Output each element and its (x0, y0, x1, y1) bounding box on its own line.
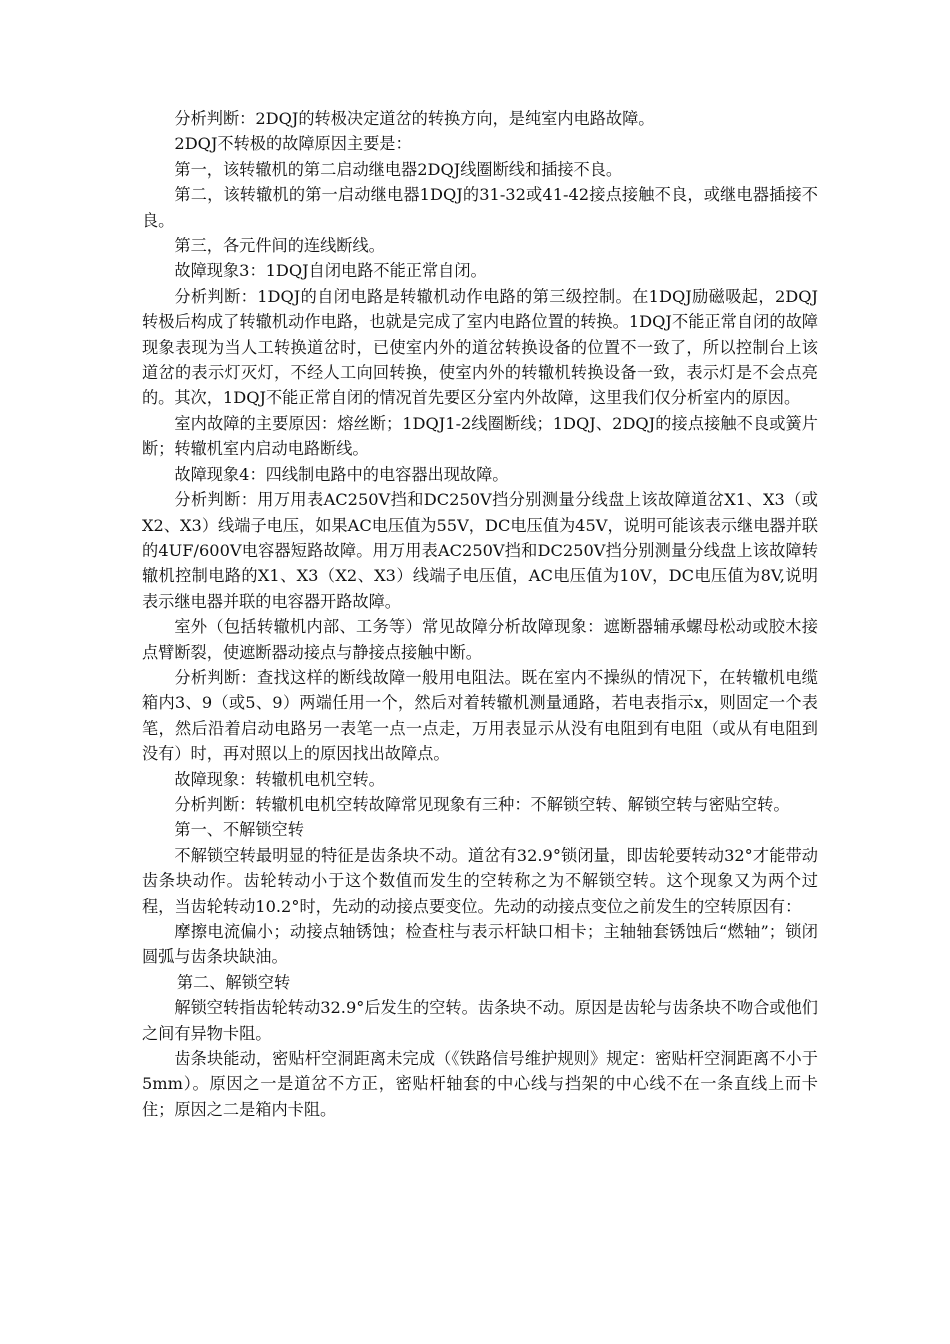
paragraph-fault-4-analysis: 分析判断：用万用表AC250V挡和DC250V挡分别测量分线盘上该故障道岔X1、X3（或X2、X3）线端子电压，如果AC电压值为55V，DC电压值为45V，说明可能该表示继电器并联的4UF/600V电容器短路故障。用万用表AC250V挡和DC250V挡分别测量分线盘上该故障转辙机控制电路的X1、X3（X2、X3）线端子电压值，AC电压值为10V，DC电压值为8V,说明表示继电器并联的电容器开路故障。 (142, 490, 818, 611)
paragraph-motor-idle-fault: 故障现象：转辙机电机空转。 (174, 769, 385, 789)
paragraph-heading-unlocked-idle: 第一、不解锁空转 (174, 820, 304, 840)
paragraph-indoor-causes: 室内故障的主要原因：熔丝断；1DQJ1-2线圈断线；1DQJ、2DQJ的接点接触不良或簧片断；转辙机室内启动电路断线。 (142, 413, 818, 459)
paragraph-2dqj-analysis: 分析判断：2DQJ的转极决定道岔的转换方向，是纯室内电路故障。 (174, 109, 655, 128)
paragraph-2dqj-causes-intro: 2DQJ不转极的故障原因主要是： (174, 134, 412, 154)
document-body (142, 106, 818, 1122)
paragraph-cause-third: 第三，各元件间的连线断线。 (174, 236, 385, 256)
paragraph-fault-3: 故障现象3：1DQJ自闭电路不能正常自闭。 (174, 261, 487, 281)
paragraph-fault-4: 故障现象4：四线制电路中的电容器出现故障。 (174, 464, 509, 484)
paragraph-locked-idle-detail: 解锁空转指齿轮转动32.9°后发生的空转。齿条块不动。原因是齿轮与齿条块不吻合或他们之间有异物卡阻。 (142, 998, 818, 1043)
paragraph-rack-moves: 齿条块能动，密贴杆空洞距离未完成（《铁路信号维护规则》规定：密贴杆空洞距离不小于5mm）。原因之一是道岔不方正，密贴杆轴套的中心线与挡架的中心线不在一条直线上而卡住；原因之二是箱内卡阻。 (142, 1049, 818, 1119)
paragraph-fault-3-analysis: 分析判断：1DQJ的自闭电路是转辙机动作电路的第三级控制。在1DQJ励磁吸起，2DQJ转极后构成了转辙机动作电路，也就是完成了室内电路位置的转换。1DQJ不能正常自闭的故障现象表现为当人工转换道岔时，已使室内外的道岔转换设备的位置不一致了，所以控制台上该道岔的表示灯灭灯，不经人工向回转换，使室内外的转辙机转换设备一致，表示灯是不会点亮的。其次，1DQJ不能正常自闭的情况首先要区分室内外故障，这里我们仅分析室内的原因。 (142, 286, 818, 408)
paragraph-outdoor-analysis: 分析判断：查找这样的断线故障一般用电阻法。既在室内不操纵的情况下，在转辙机电缆箱内3、9（或5、9）两端任用一个，然后对着转辙机测量通路，若电表指示x，则固定一个表笔，然后沿着启动电路另一表笔一点一点走，万用表显示从没有电阻到有电阻（或从有电阻到没有）时，再对照以上的原因找出故障点。 (142, 667, 818, 764)
paragraph-outdoor-fault: 室外（包括转辙机内部、工务等）常见故障分析故障现象：遮断器辅承螺母松动或胶木接点臂断裂，使遮断器动接点与静接点接触中断。 (142, 617, 818, 662)
paragraph-cause-second: 第二，该转辙机的第一启动继电器1DQJ的31-32或41-42接点接触不良，或继电器插接不良。 (142, 185, 818, 230)
paragraph-motor-idle-analysis: 分析判断：转辙机电机空转故障常见现象有三种：不解锁空转、解锁空转与密贴空转。 (174, 794, 790, 814)
paragraph-cause-first: 第一，该转辙机的第二启动继电器2DQJ线圈断线和插接不良。 (174, 159, 623, 179)
paragraph-unlocked-idle-detail: 不解锁空转最明显的特征是齿条块不动。道岔有32.9°锁闭量，即齿轮要转动32°才能带动齿条块动作。齿轮转动小于这个数值而发生的空转称之为不解锁空转。这个现象又为两个过程，当齿轮转动10.2°时，先动的动接点要变位。先动的动接点变位之前发生的空转原因有： (142, 845, 818, 916)
paragraph-heading-locked-idle: 第二、解锁空转 (176, 972, 291, 992)
paragraph-friction-causes: 摩擦电流偏小；动接点轴锈蚀；检查柱与表示杆缺口相卡；主轴轴套锈蚀后“燃轴”；锁闭圆弧与齿条块缺油。 (142, 922, 818, 967)
